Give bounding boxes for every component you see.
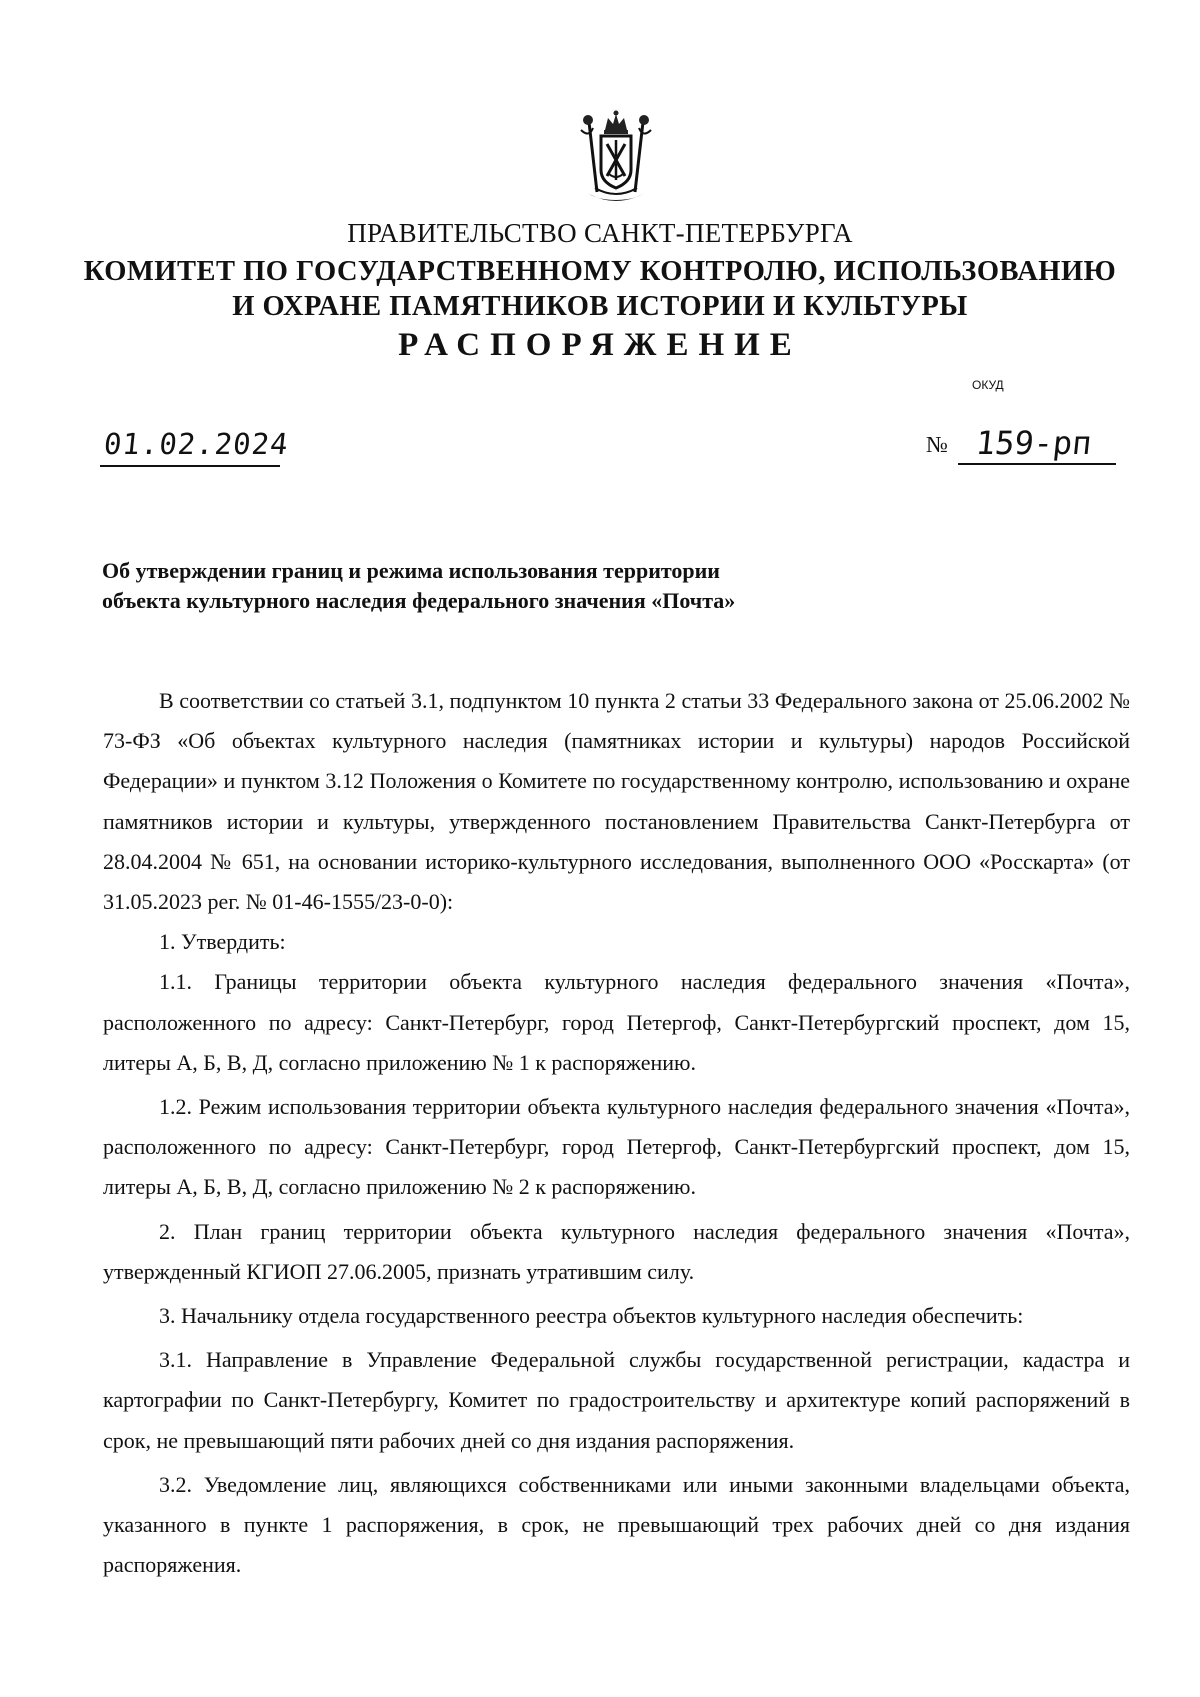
paragraph-1-1: 1.1. Границы территории объекта культурного наследия федерального значения «Почта», расположенного по адресу: Санкт-Петербург, город Петергоф, Санкт-Петербургский проспект, дом 15, литеры А, Б, В, Д, согласно приложению № 1 к распоряжению. [103, 969, 1130, 1075]
paragraph-3-1: 3.1. Направление в Управление Федеральной службы государственной регистрации, кадастра и картографии по Санкт-Петербургу, Комитет по градостроительству и архитектуре копий распоряжений в срок, не превышающий пяти рабочих дней со дня издания распоряжения. [103, 1347, 1130, 1453]
paragraph-1-2: 1.2. Режим использования территории объекта культурного наследия федерального значения «Почта», расположенного по адресу: Санкт-Петербург, город Петергоф, Санкт-Петербургский проспект, дом 15, литеры А, Б, В, Д, согласно приложению № 2 к распоряжению. [103, 1094, 1130, 1200]
number-sign: № [926, 432, 948, 457]
document-number-field [958, 424, 1116, 465]
paragraph-2: 2. План границ территории объекта культурного наследия федерального значения «Почта», утвержденный КГИОП 27.06.2005, признать утратившим силу. [103, 1218, 1130, 1284]
coat-of-arms-emblem [575, 108, 657, 208]
paragraph-preamble: В соответствии со статьей 3.1, подпунктом 10 пункта 2 статьи 33 Федерального закона от 25.06.2002 № 73-ФЗ «Об объектах культурного наследия (памятниках истории и культуры) народов Российской Федерации» и пунктом 3.12 Положения о Комитете по государственному контролю, использованию и охране памятников истории и культуры, утвержденного постановлением Правительства Санкт-Петербурга от 28.04.2004 № 651, на основании историко-культурного исследования, выполненного ООО «Росскарта» (от 31.05.2023 рег. № 01-46-1555/23-0-0): [103, 688, 1130, 915]
document-subject-line2: объекта культурного наследия федерального значения «Почта» [102, 588, 736, 613]
paragraph-3-2: 3.2. Уведомление лиц, являющихся собственниками или иными законными владельцами объекта, указанного в пункте 1 распоряжения, в срок, не превышающий трех рабочих дней со дня издания распоряжения. [103, 1471, 1130, 1578]
paragraph-1: 1. Утвердить: [159, 929, 286, 955]
paragraph-3: 3. Начальнику отдела государственного реестра объектов культурного наследия обеспечить: [159, 1303, 1024, 1329]
okud-label: ОКУД [972, 378, 1004, 392]
document-date-field [100, 425, 291, 467]
committee-name-line2: И ОХРАНЕ ПАМЯТНИКОВ ИСТОРИИ И КУЛЬТУРЫ [232, 291, 968, 322]
committee-name-line1: КОМИТЕТ ПО ГОСУДАРСТВЕННОМУ КОНТРОЛЮ, ИСПОЛЬЗОВАНИЮ [83, 256, 1117, 287]
document-body [103, 681, 1130, 1585]
document-type-title: РАСПОРЯЖЕНИЕ [398, 327, 802, 363]
document-date: 01.02.2024 [102, 427, 291, 461]
document-number: 159-рп [974, 424, 1094, 462]
document-subject [102, 556, 1002, 616]
government-name: ПРАВИТЕЛЬСТВО САНКТ-ПЕТЕРБУРГА [347, 218, 853, 248]
committee-name [0, 254, 1200, 324]
document-subject-line1: Об утверждении границ и режима использования территории [102, 558, 720, 583]
